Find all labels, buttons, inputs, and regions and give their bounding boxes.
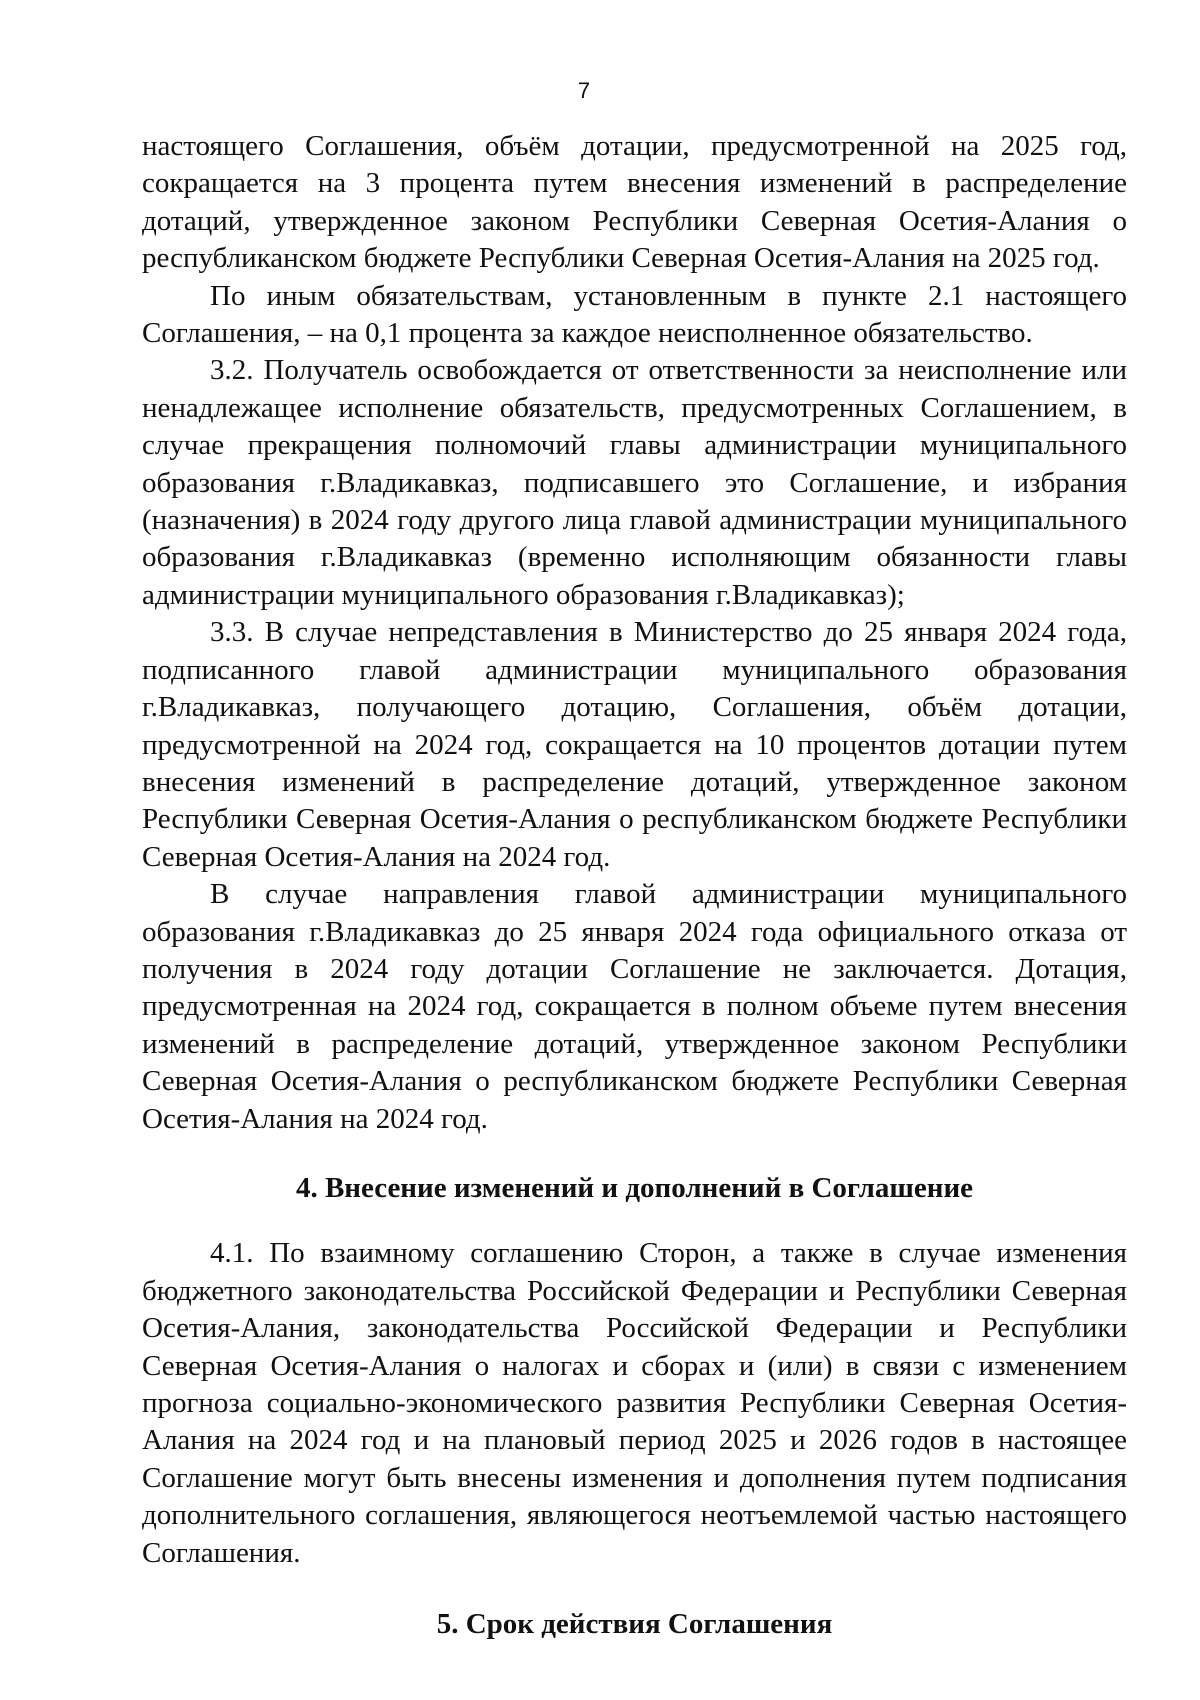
- paragraph-4-1: 4.1. По взаимному соглашению Сторон, а также в случае изменения бюджетного законодательства Российской Федерации и Республики Северная Осетия-Алания, законодательства Российской Федерации и Республики Северная Осетия-Алания о налогах и сборах и (или) в связи с изменением прогноза социально-экономического развития Республики Северная Осетия-Алания на 2024 год и на плановый период 2025 и 2026 годов в настоящее Соглашение могут быть внесены изменения и дополнения путем подписания дополнительного соглашения, являющегося неотъемлемой частью настоящего Соглашения.: [142, 1237, 1127, 1569]
- document-body: [142, 128, 1127, 1643]
- page-number: 7: [577, 78, 591, 103]
- section-heading-4: 4. Внесение изменений и дополнений в Соглашение: [295, 1171, 974, 1204]
- paragraph-other-obligations: По иным обязательствам, установленным в пункте 2.1 настоящего Соглашения, – на 0,1 процента за каждое неисполненное обязательство.: [142, 279, 1127, 350]
- paragraph-3-3: 3.3. В случае непредставления в Министерство до 25 января 2024 года, подписанного главой администрации муниципального образования г.Владикавказ, получающего дотацию, Соглашения, объём дотации, предусмотренной на 2024 год, сокращается на 10 процентов дотации путем внесения изменений в распределение дотаций, утвержденное законом Республики Северная Осетия-Алания о республиканском бюджете Республики Северная Осетия-Алания на 2024 год.: [142, 616, 1127, 873]
- section-heading-5: 5. Срок действия Соглашения: [436, 1608, 833, 1641]
- paragraph-3-2: 3.2. Получатель освобождается от ответственности за неисполнение или ненадлежащее исполнение обязательств, предусмотренных Соглашением, в случае прекращения полномочий главы администрации муниципального образования г.Владикавказ, подписавшего это Соглашение, и избрания (назначения) в 2024 году другого лица главой администрации муниципального образования г.Владикавказ (временно исполняющим обязанности главы администрации муниципального образования г.Владикавказ);: [142, 354, 1127, 611]
- paragraph-continuation: настоящего Соглашения, объём дотации, предусмотренной на 2025 год, сокращается на 3 процента путем внесения изменений в распределение дотаций, утвержденное законом Республики Северная Осетия-Алания о республиканском бюджете Республики Северная Осетия-Алания на 2025 год.: [142, 130, 1127, 275]
- paragraph-refusal: В случае направления главой администрации муниципального образования г.Владикавказ до 25 января 2024 года официального отказа от получения в 2024 году дотации Соглашение не заключается. Дотация, предусмотренная на 2024 год, сокращается в полном объеме путем внесения изменений в распределение дотаций, утвержденное законом Республики Северная Осетия-Алания о республиканском бюджете Республики Северная Осетия-Алания на 2024 год.: [142, 878, 1127, 1135]
